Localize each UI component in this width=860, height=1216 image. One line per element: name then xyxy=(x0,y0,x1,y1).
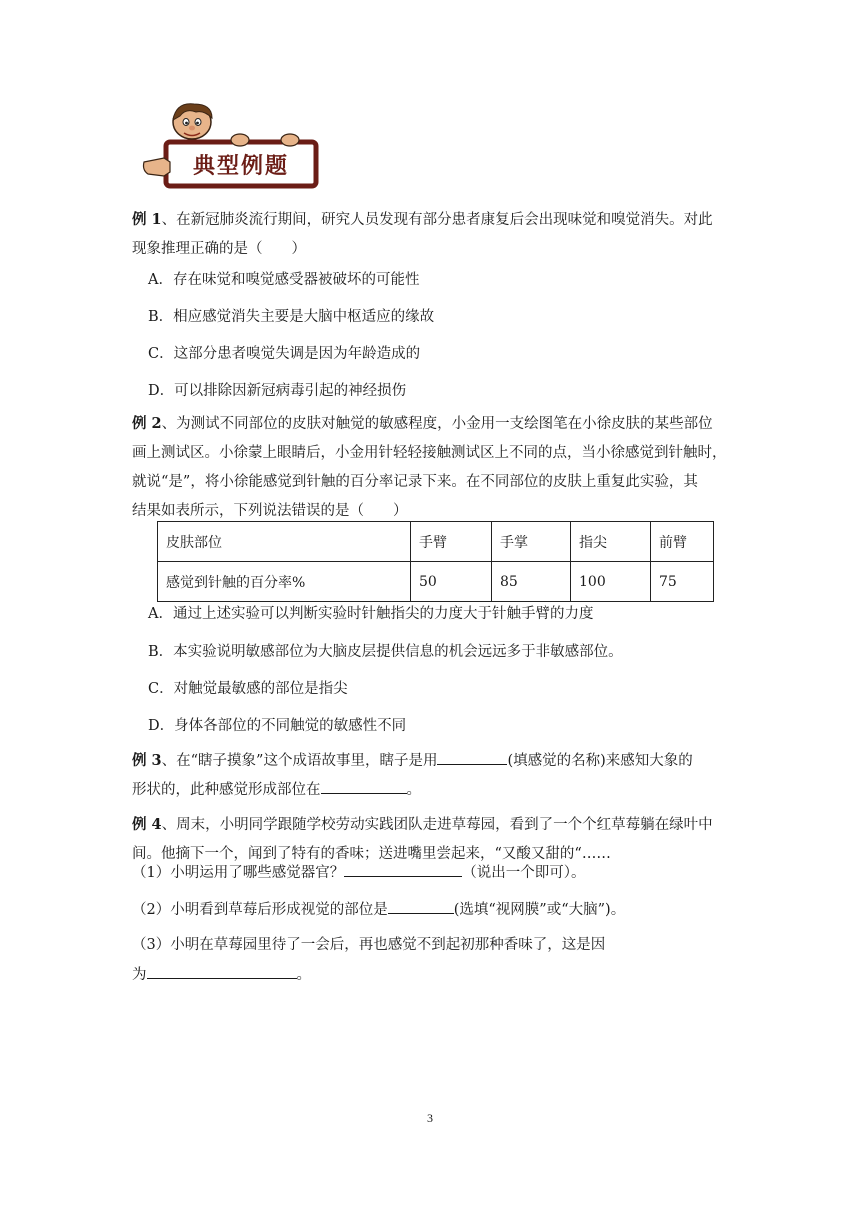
example1-stem xyxy=(132,205,732,264)
example-label: 例 4 xyxy=(132,816,162,833)
example2-line: 画上测试区。小徐蒙上眼睛后，小金用针轻轻接触测试区上不同的点，当小徐感觉到针触时， xyxy=(132,445,727,461)
table-header-cell: 手臂 xyxy=(411,522,492,562)
answer-blank[interactable] xyxy=(388,897,454,914)
example4-line: 例 4、周末，小明同学跟随学校劳动实践团队走进草莓园，看到了一个个红草莓躺在绿叶中 xyxy=(132,816,713,833)
table-row xyxy=(158,562,714,602)
example2-option-b: B．本实验说明敏感部位为大脑皮层提供信息的机会远远多于非敏感部位。 xyxy=(148,644,623,660)
table-cell: 100 xyxy=(571,562,651,602)
example2-line: 结果如表所示，下列说法错误的是（ ） xyxy=(132,503,408,519)
table-cell: 感觉到针触的百分率% xyxy=(158,562,411,602)
example4-question-2: （2）小明看到草莓后形成视觉的部位是 (选填“视网膜”或“大脑”)。 xyxy=(132,897,625,921)
example2-line: 例 2、为测试不同部位的皮肤对触觉的敏感程度，小金用一支绘图笔在小徐皮肤的某些部位 xyxy=(132,415,713,432)
example4-question-1: （1）小明运用了哪些感觉器官？ （说出一个即可）。 xyxy=(132,860,585,884)
example4-line: 间。他摘下一个，闻到了特有的香味；送进嘴里尝起来，“又酸又甜的“…… xyxy=(132,846,611,862)
answer-blank[interactable] xyxy=(321,777,407,794)
table-header-cell: 手掌 xyxy=(492,522,571,562)
answer-blank[interactable] xyxy=(147,962,297,979)
table-header-cell: 皮肤部位 xyxy=(158,522,411,562)
example-label: 例 1 xyxy=(132,211,162,228)
answer-blank[interactable] xyxy=(437,748,507,765)
example-label: 例 3 xyxy=(132,752,162,769)
page-number: 3 xyxy=(427,1111,433,1125)
example1-line: 现象推理正确的是（ ） xyxy=(132,241,306,257)
sensitivity-table xyxy=(157,521,714,602)
example1-option-c: C．这部分患者嗅觉失调是因为年龄造成的 xyxy=(148,346,421,362)
example1-option-d: D．可以排除因新冠病毒引起的神经损伤 xyxy=(148,383,407,399)
example-label: 例 2 xyxy=(132,415,162,432)
example2-option-d: D．身体各部位的不同触觉的敏感性不同 xyxy=(148,718,407,734)
table-header-cell: 指尖 xyxy=(571,522,651,562)
badge-title: 典型例题 xyxy=(192,153,289,179)
answer-blank[interactable] xyxy=(344,860,462,877)
table-header-cell: 前臂 xyxy=(651,522,714,562)
table-cell: 75 xyxy=(651,562,714,602)
example1-line: 例 1、在新冠肺炎流行期间，研究人员发现有部分患者康复后会出现味觉和嗅觉消失。对此 xyxy=(132,211,713,228)
table-cell: 50 xyxy=(411,562,492,602)
example-header-badge xyxy=(140,100,320,196)
example3-line: 形状的，此种感觉形成部位在 。 xyxy=(132,776,732,805)
example3-stem xyxy=(132,746,732,805)
example2-stem xyxy=(132,409,732,526)
table-header-row xyxy=(158,522,714,562)
table-cell: 85 xyxy=(492,562,571,602)
example1-option-b: B．相应感觉消失主要是大脑中枢适应的缘故 xyxy=(148,309,435,325)
example2-option-a: A．通过上述实验可以判断实验时针触指尖的力度大于针触手臂的力度 xyxy=(148,606,594,622)
example3-line: 例 3、在“瞎子摸象”这个成语故事里，瞎子是用 (填感觉的名称)来感知大象的 xyxy=(132,746,732,776)
example4-question-3: （3）小明在草莓园里待了一会后，再也感觉不到起初那种香味了，这是因 为 。 xyxy=(132,937,606,983)
example2-line: 就说“是”，将小徐能感觉到针触的百分率记录下来。在不同部位的皮肤上重复此实验，其 xyxy=(132,474,698,490)
example2-option-c: C．对触觉最敏感的部位是指尖 xyxy=(148,681,348,697)
example1-option-a: A．存在味觉和嗅觉感受器被破坏的可能性 xyxy=(148,272,420,288)
